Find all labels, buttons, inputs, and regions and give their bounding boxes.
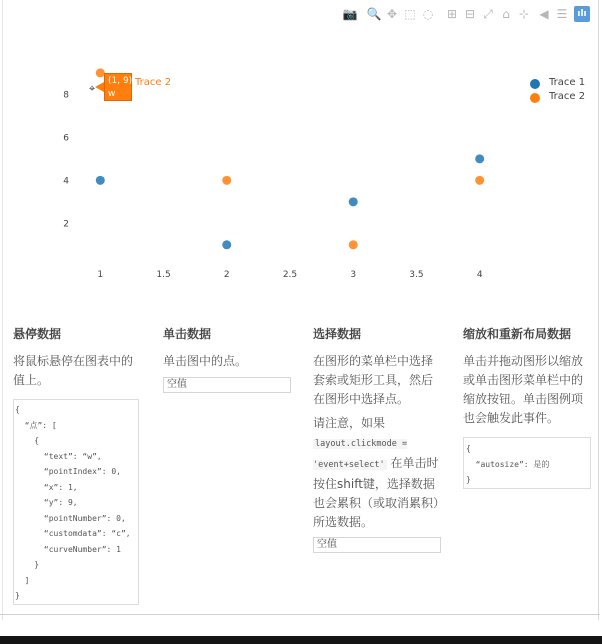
json-line: “customdata”: “c”,: [15, 529, 131, 538]
y-tick-label: 6: [63, 133, 69, 144]
chart-legend: [526, 76, 596, 104]
lasso-select-icon[interactable]: ◌: [422, 7, 434, 21]
selection-data-section: [313, 326, 448, 553]
zoom-out-icon[interactable]: ⊟: [464, 7, 476, 21]
json-line: {: [15, 405, 20, 414]
legend-marker: [530, 79, 540, 89]
selection-data-output: 空值: [313, 537, 441, 553]
json-line: “autosize”: 是的: [466, 459, 550, 469]
x-tick-label: 4: [476, 270, 483, 280]
hover-tooltip-text: w: [108, 89, 116, 99]
json-line: “x”: 1,: [15, 482, 78, 492]
json-line: “pointNumber”: 0,: [15, 513, 126, 523]
zoom-in-icon[interactable]: ⊞: [446, 7, 458, 21]
data-point-2[interactable]: [475, 176, 484, 185]
hover-compare-icon[interactable]: ☰: [556, 7, 568, 21]
hover-data-json: [13, 399, 139, 605]
legend-item-trace-2[interactable]: [526, 90, 596, 104]
selection-note-prefix: 请注意，如果: [313, 416, 386, 430]
json-line: “y”: 9,: [15, 498, 78, 507]
data-point-1[interactable]: [222, 240, 231, 249]
data-point-1[interactable]: [96, 176, 105, 185]
data-point-2[interactable]: [222, 176, 231, 185]
home-icon[interactable]: ⌂: [502, 7, 510, 21]
crosshair-cursor-icon: ⌖: [89, 82, 96, 95]
selection-note-suffix: 在单击时按住shift键，选择数据也会累积（或取消累积）所选数据。: [313, 456, 440, 529]
x-tick-label: 2: [223, 270, 230, 280]
y-tick-label: 4: [63, 176, 69, 187]
relayout-data-title: 缩放和重新布局数据: [463, 327, 572, 341]
camera-icon[interactable]: 📷: [342, 7, 358, 21]
x-tick-label: 1: [97, 270, 104, 280]
hover-tooltip-coords: (1, 9): [108, 76, 133, 86]
x-tick-label: 3: [350, 270, 357, 280]
json-line: }: [15, 560, 40, 569]
click-data-output: 空值: [163, 377, 291, 393]
autoscale-icon[interactable]: ⤢: [483, 7, 493, 21]
data-point-1[interactable]: [349, 197, 358, 206]
hover-data-description: 将鼠标悬停在图表中的值上。: [13, 354, 134, 387]
json-line: “pointIndex”: 0,: [15, 467, 121, 476]
json-line: “text”: “w”,: [15, 451, 102, 461]
hover-tooltip: [104, 73, 132, 101]
y-tick-label: 8: [63, 90, 69, 101]
hover-data-section: [13, 326, 148, 605]
click-data-title: 单击数据: [163, 327, 212, 341]
x-tick-label: 3.5: [409, 270, 424, 280]
data-point-2[interactable]: [349, 240, 358, 249]
data-point-1[interactable]: [475, 154, 484, 163]
pan-icon[interactable]: ✥: [386, 7, 398, 21]
scatter-chart[interactable]: [0, 0, 602, 300]
spike-lines-icon[interactable]: ⊹: [518, 7, 530, 21]
selection-data-description: 在图形的菜单栏中选择套索或矩形工具，然后在图形中选择点。: [313, 354, 434, 406]
box-select-icon[interactable]: ⬚: [404, 7, 416, 21]
hover-tooltip-arrow: [95, 82, 104, 92]
json-line: {: [15, 436, 40, 445]
y-tick-label: 2: [63, 219, 69, 230]
relayout-data-section: [463, 326, 598, 489]
window-bottom-strip: [0, 636, 602, 644]
selection-data-note: [313, 414, 441, 532]
click-data-description: 单击图中的点。: [163, 354, 248, 368]
legend-marker: [530, 93, 540, 103]
x-tick-label: 1.5: [156, 270, 171, 280]
json-line: {: [466, 444, 471, 453]
x-tick-label: 2.5: [282, 270, 298, 280]
json-line: }: [466, 475, 471, 484]
json-line: }: [15, 591, 20, 600]
click-data-section: [163, 326, 298, 393]
hover-data-title: 悬停数据: [13, 327, 62, 341]
hover-closest-icon[interactable]: ◀: [539, 7, 549, 21]
hover-tooltip-series-name: Trace 2: [135, 77, 172, 88]
legend-label: Trace 1: [549, 77, 586, 88]
selection-note-code: layout.clickmode = 'event+select': [313, 439, 408, 470]
json-line: ]: [15, 575, 30, 585]
json-line: “点”: [: [15, 420, 57, 430]
relayout-data-description: 单击并拖动图形以缩放或单击图形菜单栏中的缩放按钮。单击图例项也会触发此事件。: [463, 354, 584, 425]
selection-data-title: 选择数据: [313, 327, 362, 341]
legend-label: Trace 2: [549, 91, 586, 102]
json-line: “curveNumber”: 1: [15, 544, 121, 554]
zoom-icon[interactable]: 🔍: [366, 7, 382, 21]
relayout-data-json: [463, 437, 591, 489]
frame-border-bottom: [0, 614, 600, 615]
plotly-logo-icon[interactable]: ılı: [574, 6, 590, 22]
legend-item-trace-1[interactable]: [526, 76, 596, 90]
